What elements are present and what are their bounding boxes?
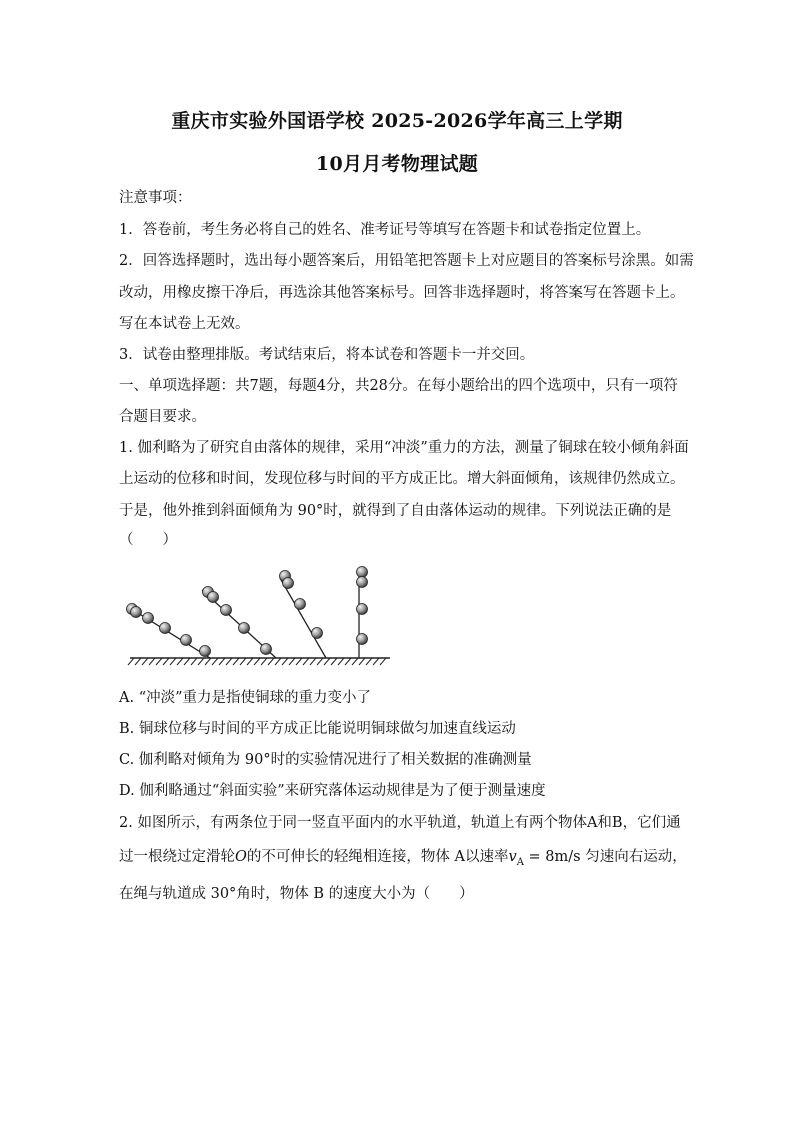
incline-plane-1 [130,608,210,658]
notice-item-1: 1．答卷前，考生务必将自己的姓名、准考证号等填写在答题卡和试卷指定位置上。 [119,222,651,238]
q2-stem-line-1: 2. 如图所示，有两条位于同一竖直平面内的水平轨道，轨道上有两个物体A和B，它们通 [119,815,681,831]
section-1-heading-line-1: 一、单项选择题：共7题，每题4分，共28分。在每小题给出的四个选项中，只有一项符 [119,378,678,394]
q1-option-a: A. “冲淡”重力是指使铜球的重力变小了 [119,690,372,706]
q1-stem-line-2: 上运动的位移和时间，发现位移与时间的平方成正比。增大斜面倾角，该规律仍然成立。 [119,471,685,487]
notice-item-2-line-2: 改动，用橡皮擦干净后，再选涂其他答案标号。回答非选择题时，将答案写在答题卡上。 [119,285,685,301]
q1-option-c: C. 伽利略对倾角为 90°时的实验情况进行了相关数据的准确测量 [119,752,532,768]
incline-planes [130,568,359,658]
q2-stem-line-2: 过一根绕过定滑轮O的不可伸长的轻绳相连接，物体 A以速率$v_A = 8m/s$ 匀速向右运动， [119,849,687,868]
title-line-1: 重庆市实验外国语学校 2025-2026学年高三上学期 [171,110,623,132]
section-1-heading-line-2: 合题目要求。 [119,409,206,425]
q1-answer-paren: （ ） [119,532,177,548]
q2-stem-line-3: 在绳与轨道成 30°角时，物体 B 的速度大小为（ ） [119,886,474,902]
notice-item-3: 3．试卷由整理排版。考试结束后，将本试卷和答题卡一并交回。 [119,347,535,363]
incline-plane-3 [280,578,326,658]
q1-stem-line-1: 1. 伽利略为了研究自由落体的规律，采用“冲淡”重力的方法，测量了铜球在较小倾角斜面 [119,440,689,456]
copper-balls [127,567,368,657]
notice-item-2-line-3: 写在本试卷上无效。 [119,316,250,332]
notice-heading: 注意事项： [119,190,192,206]
ground-hatching [128,658,386,665]
q1-option-d: D. 伽利略通过“斜面实验”来研究落体运动规律是为了便于测量速度 [119,783,546,799]
title-line-2: 10月月考物理试题 [315,153,479,175]
galileo-incline-diagram [120,562,400,670]
notice-item-2-line-1: 2．回答选择题时，选出每小题答案后，用铅笔把答题卡上对应题目的答案标号涂黑。如需 [119,253,694,269]
q1-stem-line-3: 于是，他外推到斜面倾角为 90°时，就得到了自由落体运动的规律。下列说法正确的是 [119,503,672,519]
q1-option-b: B. 铜球位移与时间的平方成正比能说明铜球做匀加速直线运动 [119,721,516,737]
